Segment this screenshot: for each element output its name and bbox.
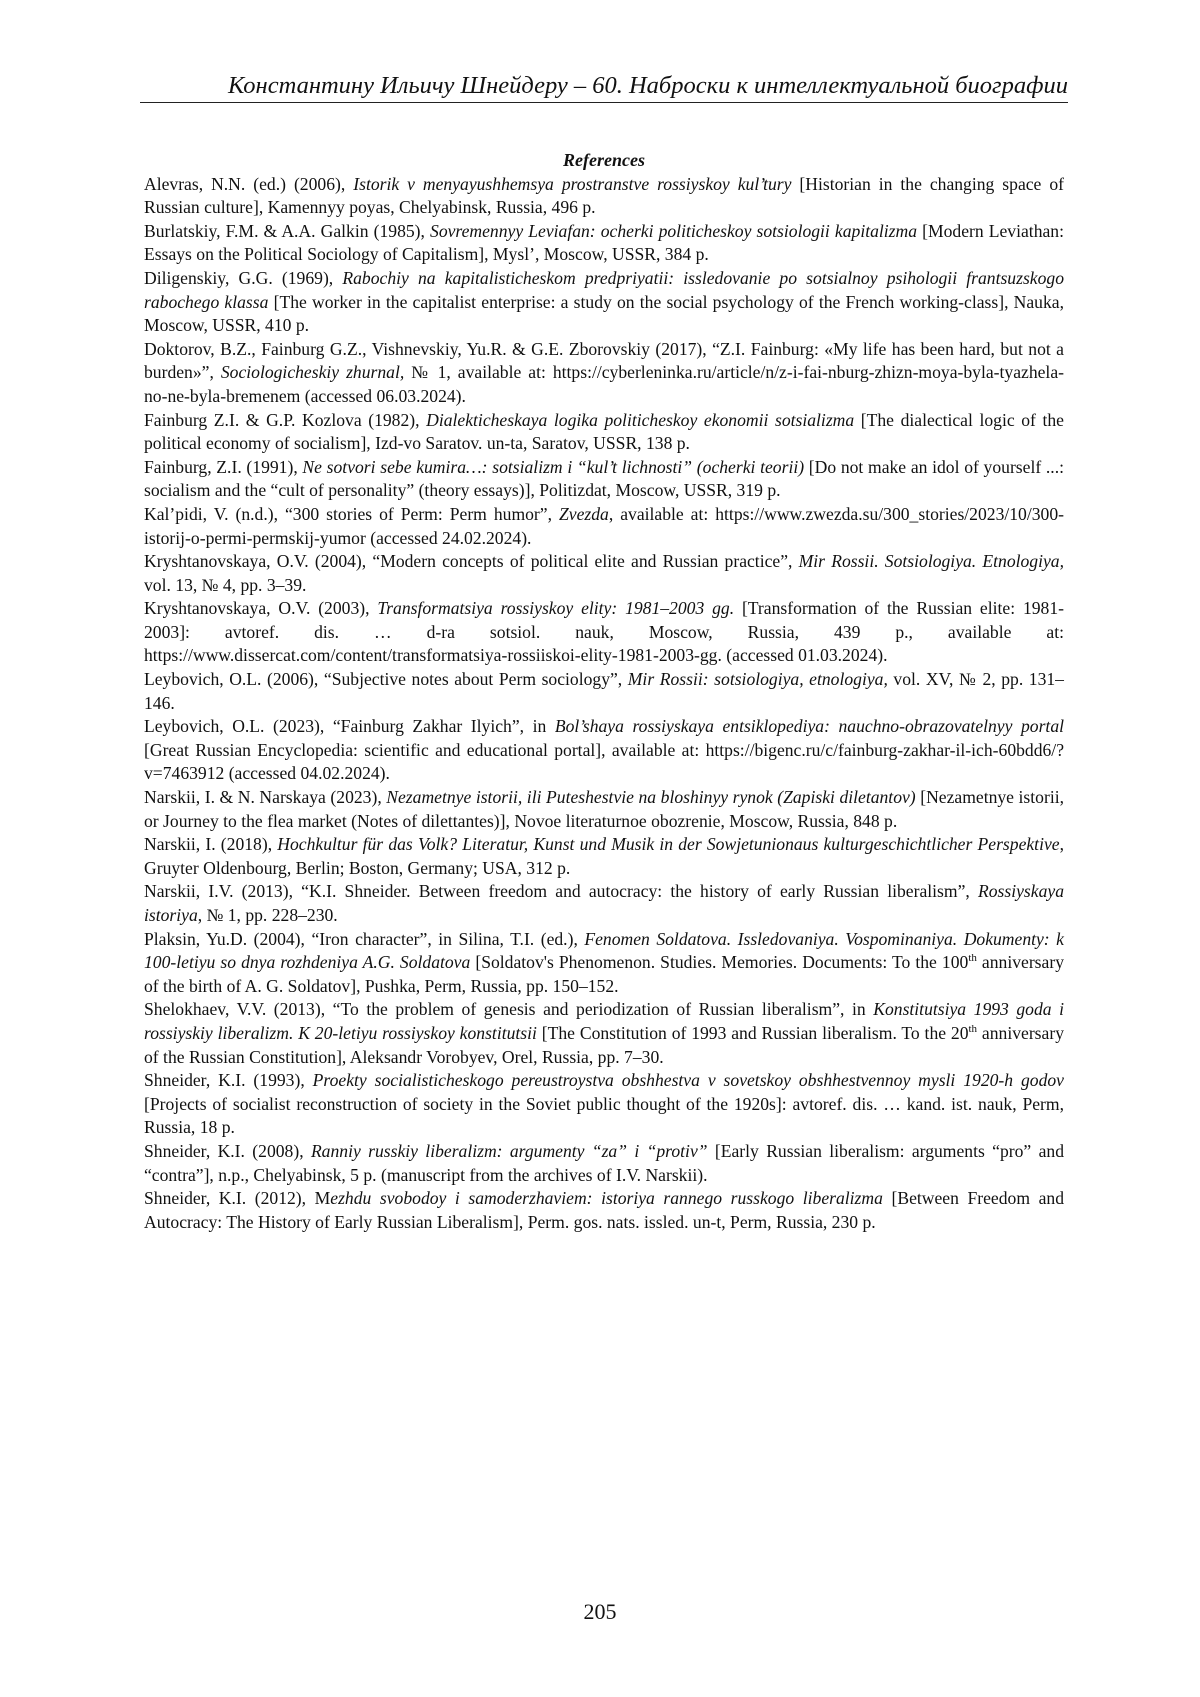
running-head: Константину Ильичу Шнейдеру – 60. Наброски к интеллектуальной биографии xyxy=(227,72,1068,99)
reference-item: Doktorov, B.Z., Fainburg G.Z., Vishnevskiy, Yu.R. & G.E. Zborovskiy (2017), “Z.I. Fainburg: «My life has been hard, but not a burden»”, Sociologicheskiy zhurnal, № 1, available at: https://cyberleninka.ru/article/n/z-i-fai-nburg-zhizn-moya-byla-tyazhela-no-ne-byla-bremenem (accessed 06.03.2024). xyxy=(144,338,1064,406)
reference-item: Shneider, K.I. (2008), Ranniy russkiy liberalizm: argumenty “za” i “protiv” [Early Russian liberalism: arguments “pro” and “contra”], n.p., Chelyabinsk, 5 p. (manuscript from the archives of I.V. Narskii). xyxy=(144,1140,1064,1185)
reference-item: Plaksin, Yu.D. (2004), “Iron character”, in Silina, T.I. (ed.), Fenomen Soldatova. Issledovaniya. Vospominaniya. Dokumenty: k 100-letiyu so dnya rozhdeniya A.G. Soldatova [Soldatov's Phenomenon. Studies. Memories. Documents: To the 100th anniversary of the birth of A. G. Soldatov], Pushka, Perm, Russia, pp. 150–152. xyxy=(144,928,1064,996)
reference-item: Alevras, N.N. (ed.) (2006), Istorik v menyayushhemsya prostranstve rossiyskoy kul’tury [Historian in the changing space of Russian culture], Kamennyy poyas, Chelyabinsk, Russia, 496 p. xyxy=(144,173,1064,218)
reference-item: Shneider, K.I. (2012), Mezhdu svobodoy i samoderzhaviem: istoriya rannego russkogo liberalizma [Between Freedom and Autocracy: The History of Early Russian Liberalism], Perm. gos. nats. issled. un-t, Perm, Russia, 230 p. xyxy=(144,1188,1064,1232)
reference-item: Narskii, I. (2018), Hochkultur für das Volk? Literatur, Kunst und Musik in der Sowjetunionaus kulturgeschichtlicher Perspektive, Gruyter Oldenbourg, Berlin; Boston, Germany; USA, 312 p. xyxy=(144,834,1064,878)
reference-item: Narskii, I.V. (2013), “K.I. Shneider. Between freedom and autocracy: the history of early Russian liberalism”, Rossiyskaya istoriya, № 1, pp. 228–230. xyxy=(144,881,1064,925)
reference-item: Shelokhaev, V.V. (2013), “To the problem of genesis and periodization of Russian liberalism”, in Konstitutsiya 1993 goda i rossiyskiy liberalizm. K 20-letiyu rossiyskoy konstitutsii [The Constitution of 1993 and Russian liberalism. To the 20th anniversary of the Russian Constitution], Aleksandr Vorobyev, Orel, Russia, pp. 7–30. xyxy=(144,999,1065,1067)
reference-item: Diligenskiy, G.G. (1969), Rabochiy na kapitalisticheskom predpriyatii: issledovanie po sotsialnoy psihologii frantsuzskogo rabochego klassa [The worker in the capitalist enterprise: a study on the social psychology of the French working-class], Nauka, Moscow, USSR, 410 p. xyxy=(144,267,1064,336)
reference-item: Burlatskiy, F.M. & A.A. Galkin (1985), Sovremennyy Leviafan: ocherki politicheskoy sotsiologii kapitalizma [Modern Leviathan: Essays on the Political Sociology of Capitalism], Mysl’, Moscow, USSR, 384 p. xyxy=(144,220,1064,265)
page-number: 205 xyxy=(583,1599,617,1624)
reference-item: Kryshtanovskaya, O.V. (2004), “Modern concepts of political elite and Russian practice”, Mir Rossii. Sotsiologiya. Etnologiya, vol. 13, № 4, pp. 3–39. xyxy=(144,551,1064,595)
reference-item: Narskii, I. & N. Narskaya (2023), Nezametnye istorii, ili Puteshestvie na bloshinyy rynok (Zapiski diletantov) [Nezametnye istorii, or Journey to the flea market (Notes of dilettantes)], Novoe literaturnoe obozrenie, Moscow, Russia, 848 p. xyxy=(144,787,1064,831)
reference-item: Leybovich, O.L. (2006), “Subjective notes about Perm sociology”, Mir Rossii: sotsiologiya, etnologiya, vol. XV, № 2, pp. 131–146. xyxy=(144,669,1064,713)
reference-item: Kal’pidi, V. (n.d.), “300 stories of Perm: Perm humor”, Zvezda, available at: https://www.zwezda.su/300_stories/2023/10/300-istorij-o-permi-permskij-yumor (accessed 24.02.2024). xyxy=(144,503,1064,548)
reference-item: Kryshtanovskaya, O.V. (2003), Transformatsiya rossiyskoy elity: 1981–2003 gg. [Transformation of the Russian elite: 1981-2003]: avtoref. dis. … d-ra sotsiol. nauk, Moscow, Russia, 439 p., available at: https://www.dissercat.com/content/transformatsiya-rossiiskoi-elity-1981-2003-gg. (accessed 01.03.2024). xyxy=(144,598,1064,666)
references-title: References xyxy=(563,150,645,170)
reference-item: Shneider, K.I. (1993), Proekty socialisticheskogo pereustroystva obshhestva v sovetskoy obshhestvennoy mysli 1920-h godov [Projects of socialist reconstruction of society in the Soviet public thought of the 1920s]: avtoref. dis. … kand. ist. nauk, Perm, Russia, 18 p. xyxy=(144,1070,1064,1138)
reference-item: Fainburg Z.I. & G.P. Kozlova (1982), Dialekticheskaya logika politicheskoy ekonomii sotsializma [The dialectical logic of the political economy of socialism], Izd-vo Saratov. un-ta, Saratov, USSR, 138 p. xyxy=(144,409,1064,454)
reference-item: Fainburg, Z.I. (1991), Ne sotvori sebe kumira…: sotsializm i “kul’t lichnosti” (ocherki teorii) [Do not make an idol of yourself ...: socialism and the “cult of personality” (theory essays)], Politizdat, Moscow, USSR, 319 p. xyxy=(144,456,1064,501)
reference-item: Leybovich, O.L. (2023), “Fainburg Zakhar Ilyich”, in Bol’shaya rossiyskaya entsiklopediya: nauchno-obrazovatelnyy portal [Great Russian Encyclopedia: scientific and educational portal], available at: https://bigenc.ru/c/fainburg-zakhar-il-ich-60bdd6/?v=7463912 (accessed 04.02.2024). xyxy=(144,716,1064,784)
header-rule xyxy=(140,102,1068,103)
references-section xyxy=(144,149,1064,1234)
